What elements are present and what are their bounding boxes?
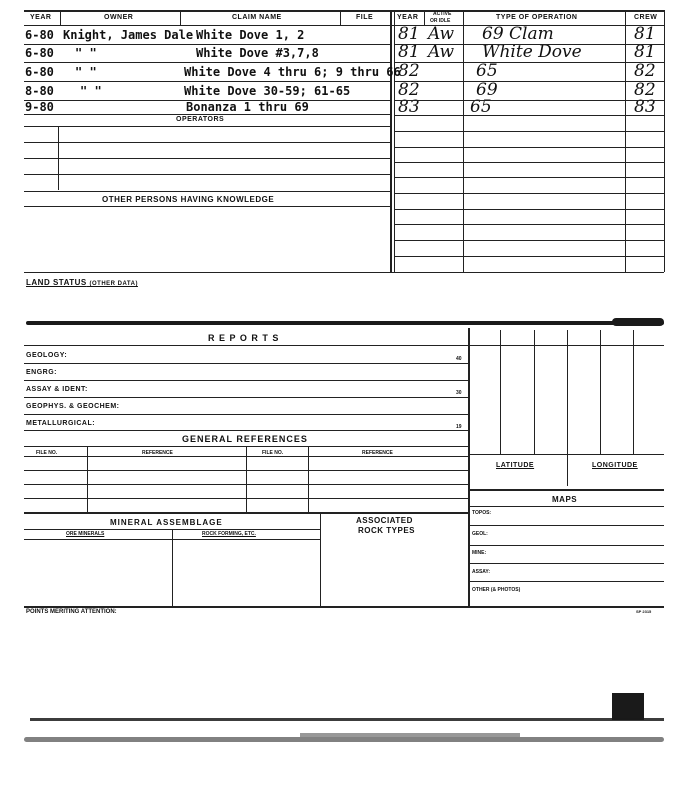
grid-line bbox=[534, 330, 535, 454]
row-rule bbox=[394, 177, 664, 178]
row-rule bbox=[394, 44, 664, 45]
references-divider bbox=[87, 446, 88, 512]
associated-rock-types-heading-2: ROCK TYPES bbox=[358, 526, 416, 535]
row-type: 69 Clam bbox=[482, 24, 554, 44]
longitude-label: LONGITUDE bbox=[592, 462, 638, 469]
maps-rule bbox=[468, 525, 664, 526]
ref-file-header: FILE NO. bbox=[36, 450, 58, 456]
row-rule bbox=[394, 240, 664, 241]
maps-heading: MAPS bbox=[552, 495, 578, 504]
other-persons-rule bbox=[24, 191, 390, 192]
active-header-bottom: OR IDLE bbox=[430, 18, 451, 24]
report-number: 19 bbox=[456, 424, 462, 430]
report-rule bbox=[24, 397, 468, 398]
ref-reference-header: REFERENCE bbox=[142, 450, 173, 456]
mineral-assemblage-heading: MINERAL ASSEMBLAGE bbox=[110, 518, 223, 527]
row-crew: 83 bbox=[634, 97, 656, 117]
col-divider bbox=[424, 10, 425, 26]
row-year2: 82 bbox=[398, 61, 420, 81]
associated-rock-types-heading-1: ASSOCIATED bbox=[356, 516, 413, 525]
scan-smear bbox=[612, 318, 664, 326]
reports-heading: R E P O R T S bbox=[208, 333, 280, 343]
row-year2: 81 bbox=[398, 42, 420, 62]
scan-smear bbox=[26, 321, 664, 325]
row-year: 9-80 bbox=[25, 100, 54, 114]
scan-smear bbox=[300, 733, 520, 737]
other-persons-heading: OTHER PERSONS HAVING KNOWLEDGE bbox=[102, 195, 275, 204]
row-active: Aw bbox=[428, 24, 455, 44]
row-claim: White Dove 1, 2 bbox=[196, 28, 305, 42]
report-number: 30 bbox=[456, 390, 462, 396]
scan-smear bbox=[24, 737, 664, 742]
row-owner: Knight, James Dale bbox=[63, 28, 194, 42]
row-rule bbox=[24, 62, 390, 63]
reports-rule bbox=[24, 345, 664, 346]
operators-heading: OPERATORS bbox=[176, 116, 225, 123]
row-type: 69 bbox=[476, 80, 498, 100]
maps-field: ASSAY: bbox=[472, 569, 491, 575]
row-year: 6-80 bbox=[25, 46, 54, 60]
maps-rule bbox=[468, 581, 664, 582]
operators-rule bbox=[24, 126, 390, 127]
land-status-rule bbox=[24, 272, 664, 273]
operators-rule bbox=[24, 158, 390, 159]
col-divider bbox=[463, 10, 464, 272]
mineral-rule bbox=[24, 512, 468, 514]
grid-line bbox=[567, 330, 568, 486]
right-panel-divider bbox=[468, 328, 470, 606]
row-rule bbox=[394, 209, 664, 210]
type-of-operation-header: TYPE OF OPERATION bbox=[496, 14, 578, 21]
ore-minerals-header: ORE MINERALS bbox=[66, 531, 105, 537]
col-divider bbox=[340, 10, 341, 26]
year2-header: YEAR bbox=[397, 14, 419, 21]
row-owner: " " bbox=[80, 84, 102, 98]
right-block-divider-inner bbox=[394, 10, 395, 272]
row-rule bbox=[394, 162, 664, 163]
row-rule bbox=[394, 147, 664, 148]
maps-rule bbox=[468, 563, 664, 564]
maps-rule bbox=[468, 545, 664, 546]
row-rule bbox=[24, 44, 390, 45]
col-divider bbox=[180, 10, 181, 26]
report-label: METALLURGICAL: bbox=[26, 420, 96, 427]
maps-field: GEOL: bbox=[472, 531, 488, 537]
operators-rule bbox=[24, 142, 390, 143]
row-type: White Dove bbox=[482, 42, 582, 62]
maps-field: TOPOS: bbox=[472, 510, 492, 516]
ref-reference-header: REFERENCE bbox=[362, 450, 393, 456]
form-number: SP 2315 bbox=[636, 609, 652, 614]
row-crew: 82 bbox=[634, 61, 656, 81]
row-crew: 81 bbox=[634, 24, 656, 44]
row-owner: " " bbox=[75, 46, 97, 60]
scan-smear bbox=[30, 718, 664, 721]
row-year2: 81 bbox=[398, 24, 420, 44]
right-border bbox=[664, 10, 665, 272]
report-label: GEOPHYS. & GEOCHEM: bbox=[26, 403, 120, 410]
rock-forming-header: ROCK FORMING, ETC. bbox=[202, 531, 256, 537]
row-year2: 83 bbox=[398, 97, 420, 117]
row-rule bbox=[24, 81, 390, 82]
col-divider bbox=[60, 10, 61, 26]
scan-block bbox=[612, 693, 644, 720]
row-type: 65 bbox=[470, 97, 492, 117]
row-crew: 82 bbox=[634, 80, 656, 100]
report-label: ENGRG: bbox=[26, 369, 57, 376]
row-owner: " " bbox=[75, 65, 97, 79]
mineral-divider bbox=[172, 529, 173, 606]
row-rule bbox=[394, 131, 664, 132]
owner-header: OWNER bbox=[104, 14, 134, 21]
grid-line bbox=[633, 330, 634, 454]
report-label: GEOLOGY: bbox=[26, 352, 68, 359]
file-header: FILE bbox=[356, 14, 374, 21]
crew-header: CREW bbox=[634, 14, 658, 21]
references-divider bbox=[308, 446, 309, 512]
row-rule bbox=[394, 115, 664, 116]
maps-field: MINE: bbox=[472, 550, 487, 556]
maps-rule bbox=[468, 506, 664, 507]
right-block-divider bbox=[390, 10, 392, 272]
col-divider bbox=[625, 10, 626, 26]
report-rule bbox=[24, 414, 468, 415]
operators-rule bbox=[24, 174, 390, 175]
latitude-label: LATITUDE bbox=[496, 462, 535, 469]
points-heading: POINTS MERITING ATTENTION: bbox=[26, 609, 117, 615]
grid-line bbox=[600, 330, 601, 454]
references-divider bbox=[246, 446, 247, 512]
row-claim: White Dove 30-59; 61-65 bbox=[184, 84, 351, 98]
top-border bbox=[24, 10, 664, 12]
mineral-divider bbox=[320, 512, 321, 606]
row-active: Aw bbox=[428, 42, 455, 62]
report-number: 40 bbox=[456, 356, 462, 362]
row-rule bbox=[394, 62, 664, 63]
row-rule bbox=[394, 256, 664, 257]
ref-file-header: FILE NO. bbox=[262, 450, 284, 456]
grid-line bbox=[500, 330, 501, 454]
row-claim: White Dove #3,7,8 bbox=[196, 46, 319, 60]
points-rule bbox=[24, 606, 664, 608]
land-status-heading: LAND STATUS (OTHER DATA) bbox=[26, 278, 138, 287]
year-header: YEAR bbox=[30, 14, 52, 21]
row-crew: 81 bbox=[634, 42, 656, 62]
active-header-top: ACTIVE bbox=[433, 11, 452, 17]
row-type: 65 bbox=[476, 61, 498, 81]
row-claim: Bonanza 1 thru 69 bbox=[186, 100, 309, 114]
operators-rule bbox=[24, 114, 390, 115]
report-label: ASSAY & IDENT: bbox=[26, 386, 88, 393]
row-year: 6-80 bbox=[25, 65, 54, 79]
row-rule bbox=[394, 224, 664, 225]
row-rule bbox=[394, 193, 664, 194]
other-persons-rule bbox=[24, 206, 390, 207]
report-rule bbox=[24, 430, 468, 431]
row-rule bbox=[394, 100, 664, 101]
maps-field: OTHER (& PHOTOS) bbox=[472, 587, 521, 593]
report-rule bbox=[24, 363, 468, 364]
header-bottom-rule bbox=[24, 25, 664, 26]
operators-divider bbox=[58, 126, 59, 190]
row-rule bbox=[394, 81, 664, 82]
grid-line bbox=[468, 454, 664, 455]
maps-rule bbox=[468, 489, 664, 491]
claim-name-header: CLAIM NAME bbox=[232, 14, 282, 21]
row-claim: White Dove 4 thru 6; 9 thru 66 bbox=[184, 65, 401, 79]
row-year: 8-80 bbox=[25, 84, 54, 98]
row-year: 6-80 bbox=[25, 28, 54, 42]
report-rule bbox=[24, 380, 468, 381]
row-year2: 82 bbox=[398, 80, 420, 100]
general-references-heading: GENERAL REFERENCES bbox=[182, 434, 308, 444]
